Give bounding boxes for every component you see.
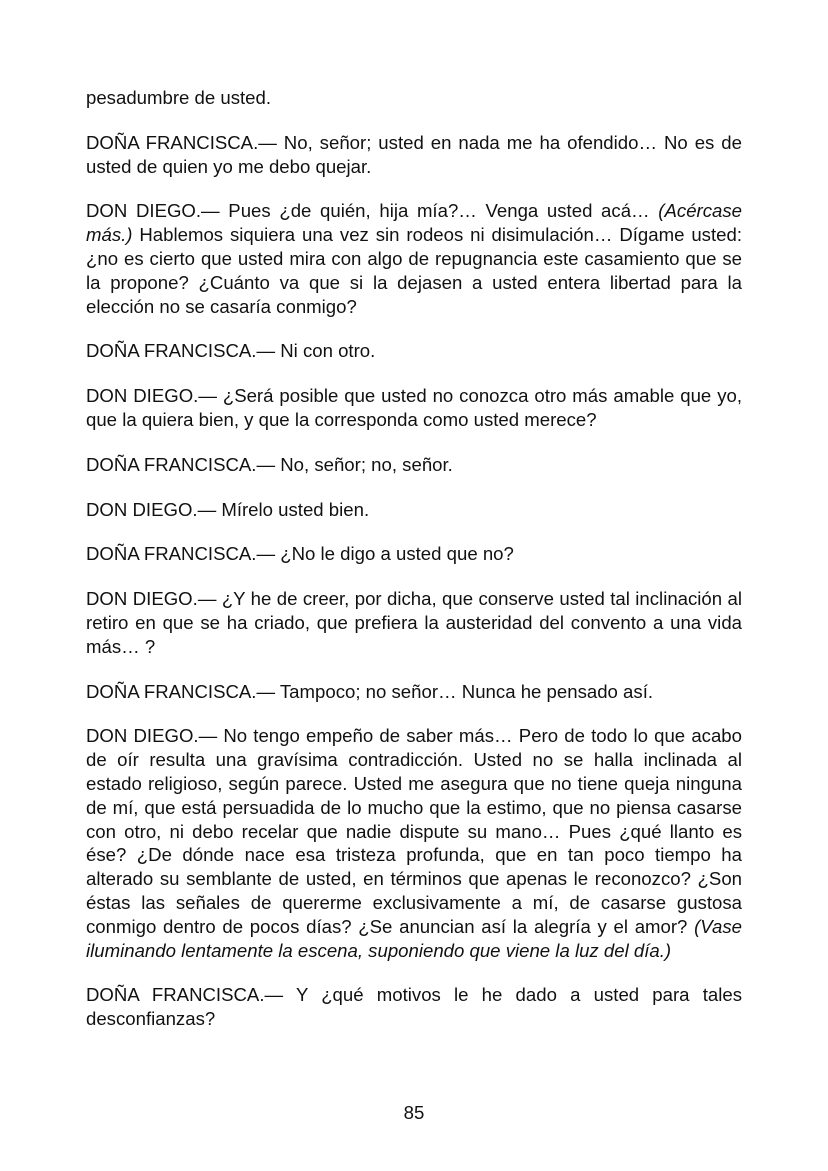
paragraph-2	[86, 131, 742, 179]
paragraph-text: Hablemos siquiera una vez sin rodeos ni disimulación… Dígame usted: ¿no es cierto que usted mira con algo de repugnancia este casamiento que se la propone? ¿Cuánto va que si la dejasen a usted entera libertad para la elección no se casaría conmigo?	[86, 224, 742, 317]
paragraph-3	[86, 199, 742, 318]
paragraph-text: DOÑA FRANCISCA.— Ni con otro.	[86, 340, 376, 362]
stage-direction: (Vase iluminando lentamente la escena, suponiendo que viene la luz del día.)	[86, 915, 742, 961]
paragraph-1	[86, 86, 742, 110]
paragraph-text: DOÑA FRANCISCA.— Tampoco; no señor… Nunca he pensado así.	[86, 680, 654, 702]
stage-direction: (Acércase más.)	[86, 200, 742, 246]
paragraph-text: DOÑA FRANCISCA.— No, señor; no, señor.	[86, 453, 453, 475]
paragraph-8	[86, 542, 742, 566]
paragraph-text: DON DIEGO.— ¿Y he de creer, por dicha, que conserve usted tal inclinación al retiro en que se ha criado, que prefiera la austeridad del convento a una vida más… ?	[86, 588, 742, 657]
paragraph-4	[86, 339, 742, 363]
page-number: 85	[403, 1102, 425, 1123]
paragraph-10	[86, 680, 742, 704]
paragraph-text: DOÑA FRANCISCA.— Y ¿qué motivos le he dado a usted para tales desconfianzas?	[86, 984, 742, 1030]
paragraph-7	[86, 498, 742, 522]
paragraph-11	[86, 724, 742, 962]
paragraph-text: DOÑA FRANCISCA.— ¿No le digo a usted que no?	[86, 543, 514, 565]
paragraph-9	[86, 587, 742, 658]
paragraph-text: DON DIEGO.— ¿Será posible que usted no conozca otro más amable que yo, que la quiera bien, y que la corresponda como usted merece?	[86, 385, 742, 430]
paragraph-text: DON DIEGO.— Pues ¿de quién, hija mía?… Venga usted acá…	[86, 200, 659, 222]
paragraph-text: pesadumbre de usted.	[86, 87, 272, 108]
paragraph-text: DOÑA FRANCISCA.— No, señor; usted en nada me ha ofendido… No es de usted de quien yo me debo quejar.	[86, 131, 742, 177]
paragraph-5	[86, 384, 742, 432]
page-body	[86, 86, 742, 1031]
paragraph-6	[86, 453, 742, 477]
paragraph-text: DON DIEGO.— No tengo empeño de saber más… Pero de todo lo que acabo de oír resulta una gravísima contradicción. Usted no se halla inclinada al estado religioso, según parece. Usted me asegura que no tiene queja ninguna de mí, que está persuadida de lo mucho que la estimo, que no piensa casarse con otro, ni debo recelar que nadie dispute su mano… Pues ¿qué llanto es ése? ¿De dónde nace esa tristeza profunda, que en tan poco tiempo ha alterado su semblante de usted, en términos que apenas le reconozco? ¿Son éstas las señales de quererme exclusivamente a mí, de casarse gustosa conmigo dentro de pocos días? ¿Se anuncian así la alegría y el amor?	[86, 725, 742, 937]
paragraph-12	[86, 983, 742, 1031]
paragraph-text: DON DIEGO.— Mírelo usted bien.	[86, 498, 370, 520]
